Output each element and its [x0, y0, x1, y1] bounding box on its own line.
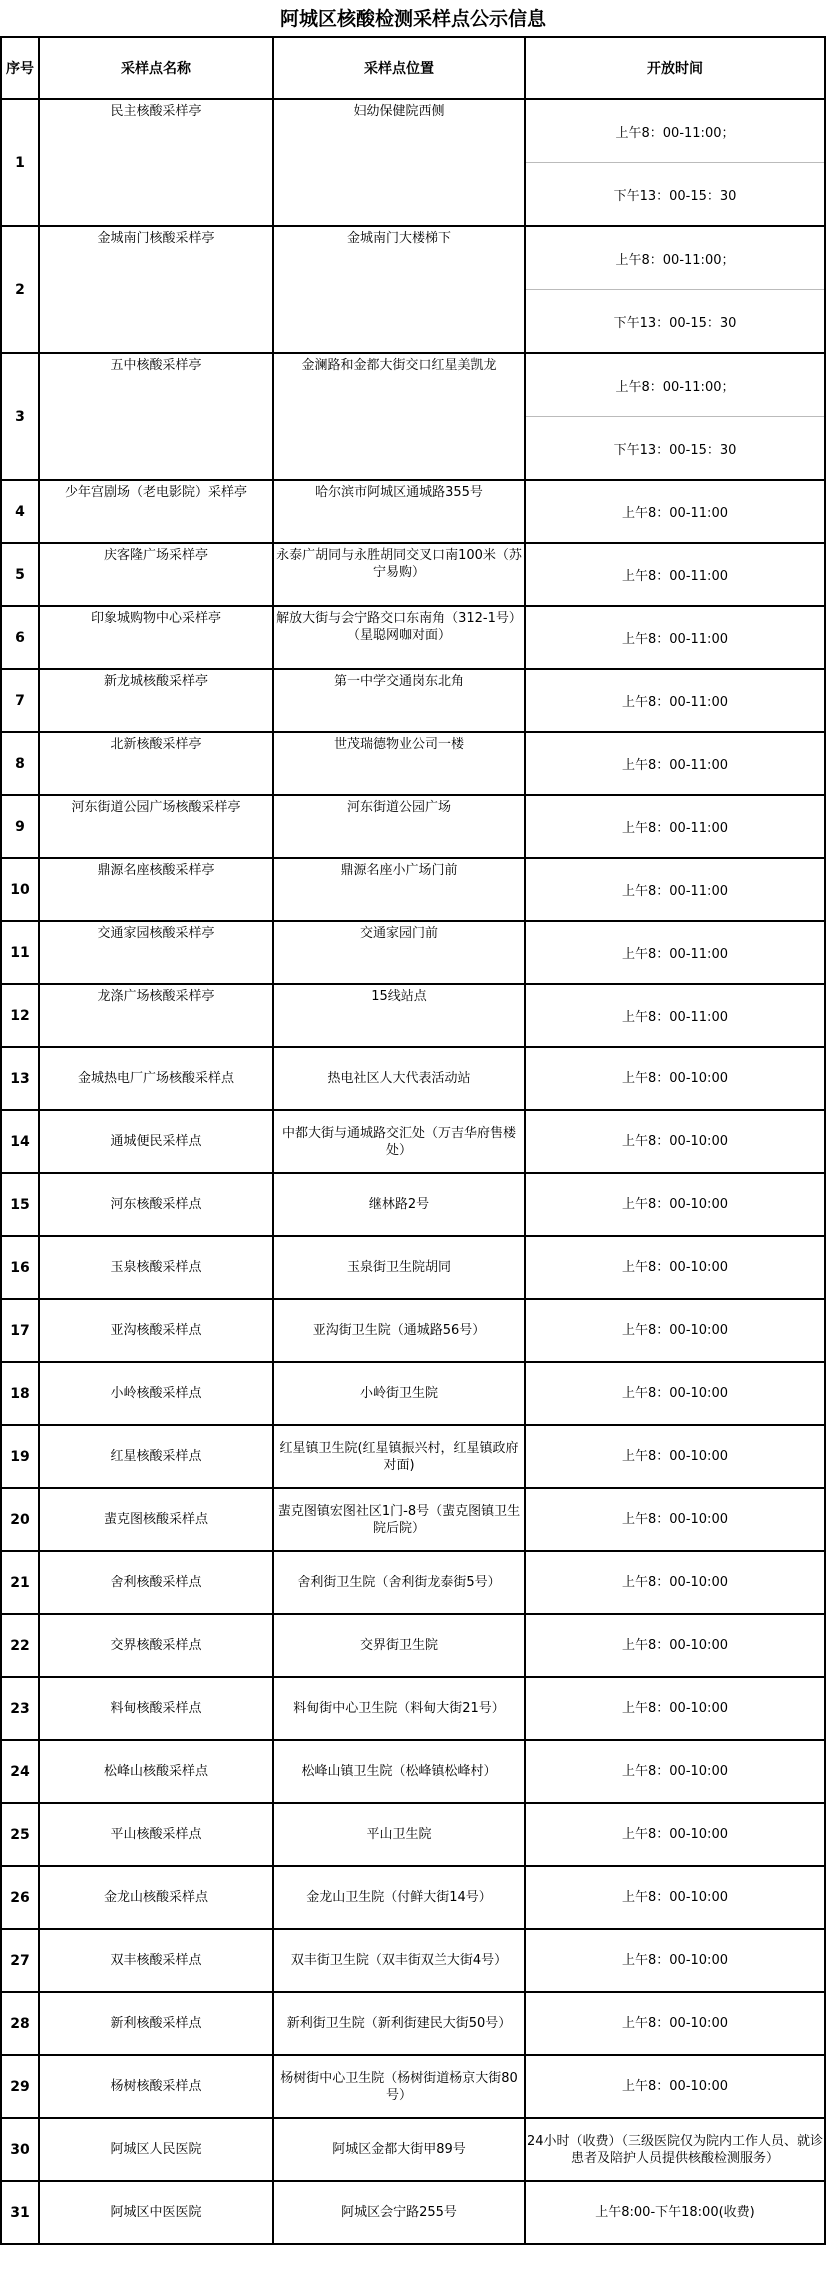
open-hours: 上午8：00-10:00: [525, 1299, 825, 1362]
site-location: 料甸街中心卫生院（料甸大街21号）: [273, 1677, 525, 1740]
table-row: [1, 1740, 825, 1803]
site-location: 中都大街与通城路交汇处（万吉华府售楼处）: [273, 1110, 525, 1173]
site-name: 蜚克图核酸采样点: [39, 1488, 273, 1551]
site-name: 阿城区人民医院: [39, 2118, 273, 2181]
site-location: 永泰广胡同与永胜胡同交叉口南100米（苏宁易购）: [273, 543, 525, 606]
table-row: [1, 543, 825, 606]
site-location: 热电社区人大代表活动站: [273, 1047, 525, 1110]
row-index: 17: [1, 1299, 39, 1362]
open-hours: 上午8：00-11:00: [525, 543, 825, 606]
site-location: 第一中学交通岗东北角: [273, 669, 525, 732]
table-row: [1, 2118, 825, 2181]
site-name: 新利核酸采样点: [39, 1992, 273, 2055]
site-location: 交通家园门前: [273, 921, 525, 984]
site-location: 松峰山镇卫生院（松峰镇松峰村）: [273, 1740, 525, 1803]
row-index: 4: [1, 480, 39, 543]
table-row: [1, 1173, 825, 1236]
open-hours-morning: 上午8：00-11:00；: [525, 226, 825, 290]
site-location: 小岭街卫生院: [273, 1362, 525, 1425]
row-index: 20: [1, 1488, 39, 1551]
open-hours-afternoon: 下午13：00-15：30: [525, 417, 825, 481]
open-hours: 上午8:00-下午18:00(收费): [525, 2181, 825, 2244]
site-name: 阿城区中医医院: [39, 2181, 273, 2244]
site-location: 平山卫生院: [273, 1803, 525, 1866]
open-hours: 上午8：00-11:00: [525, 480, 825, 543]
sampling-sites-table: [0, 36, 826, 2245]
table-row: [1, 1236, 825, 1299]
site-name: 北新核酸采样亭: [39, 732, 273, 795]
site-location: 金澜路和金都大街交口红星美凯龙: [273, 353, 525, 480]
row-index: 2: [1, 226, 39, 353]
row-index: 6: [1, 606, 39, 669]
open-hours: 上午8：00-11:00: [525, 795, 825, 858]
site-location: 舍利街卫生院（舍利街龙泰街5号）: [273, 1551, 525, 1614]
row-index: 12: [1, 984, 39, 1047]
site-location: 交界街卫生院: [273, 1614, 525, 1677]
site-location: 阿城区金都大街甲89号: [273, 2118, 525, 2181]
open-hours: 24小时（收费）（三级医院仅为院内工作人员、就诊患者及陪护人员提供核酸检测服务）: [525, 2118, 825, 2181]
row-index: 29: [1, 2055, 39, 2118]
row-index: 14: [1, 1110, 39, 1173]
table-row: [1, 1866, 825, 1929]
row-index: 8: [1, 732, 39, 795]
site-name: 杨树核酸采样点: [39, 2055, 273, 2118]
table-row: [1, 1992, 825, 2055]
site-name: 金城南门核酸采样亭: [39, 226, 273, 353]
table-row: [1, 732, 825, 795]
site-name: 舍利核酸采样点: [39, 1551, 273, 1614]
table-row: [1, 480, 825, 543]
row-index: 30: [1, 2118, 39, 2181]
header-open-hours: 开放时间: [525, 37, 825, 99]
table-row: [1, 1110, 825, 1173]
row-index: 1: [1, 99, 39, 226]
row-index: 19: [1, 1425, 39, 1488]
site-location: 解放大街与会宁路交口东南角（312-1号）（星聪网咖对面）: [273, 606, 525, 669]
open-hours: 上午8：00-10:00: [525, 1488, 825, 1551]
site-name: 金龙山核酸采样点: [39, 1866, 273, 1929]
open-hours: 上午8：00-11:00: [525, 606, 825, 669]
open-hours-afternoon: 下午13：00-15：30: [525, 290, 825, 354]
site-name: 松峰山核酸采样点: [39, 1740, 273, 1803]
site-location: 亚沟街卫生院（通城路56号）: [273, 1299, 525, 1362]
row-index: 11: [1, 921, 39, 984]
table-row: [1, 99, 825, 163]
site-location: 金龙山卫生院（付鲜大街14号）: [273, 1866, 525, 1929]
site-location: 河东街道公园广场: [273, 795, 525, 858]
site-name: 印象城购物中心采样亭: [39, 606, 273, 669]
table-row: [1, 1425, 825, 1488]
site-name: 鼎源名座核酸采样亭: [39, 858, 273, 921]
open-hours-morning: 上午8：00-11:00；: [525, 99, 825, 163]
site-location: 玉泉街卫生院胡同: [273, 1236, 525, 1299]
site-name: 料甸核酸采样点: [39, 1677, 273, 1740]
table-row: [1, 669, 825, 732]
site-name: 金城热电厂广场核酸采样点: [39, 1047, 273, 1110]
header-site-location: 采样点位置: [273, 37, 525, 99]
table-row: [1, 1803, 825, 1866]
open-hours: 上午8：00-10:00: [525, 1551, 825, 1614]
open-hours: 上午8：00-10:00: [525, 2055, 825, 2118]
row-index: 9: [1, 795, 39, 858]
table-row: [1, 1551, 825, 1614]
page-title: 阿城区核酸检测采样点公示信息: [279, 8, 546, 30]
site-location: 妇幼保健院西侧: [273, 99, 525, 226]
table-row: [1, 795, 825, 858]
open-hours: 上午8：00-10:00: [525, 1047, 825, 1110]
table-row: [1, 226, 825, 290]
row-index: 15: [1, 1173, 39, 1236]
site-location: 阿城区会宁路255号: [273, 2181, 525, 2244]
site-name: 亚沟核酸采样点: [39, 1299, 273, 1362]
site-name: 交通家园核酸采样亭: [39, 921, 273, 984]
row-index: 10: [1, 858, 39, 921]
header-index: 序号: [1, 37, 39, 99]
table-row: [1, 1677, 825, 1740]
header-row: [1, 37, 825, 99]
site-location: 哈尔滨市阿城区通城路355号: [273, 480, 525, 543]
open-hours: 上午8：00-10:00: [525, 1614, 825, 1677]
row-index: 5: [1, 543, 39, 606]
site-name: 河东街道公园广场核酸采样亭: [39, 795, 273, 858]
site-location: 继林路2号: [273, 1173, 525, 1236]
row-index: 24: [1, 1740, 39, 1803]
row-index: 25: [1, 1803, 39, 1866]
open-hours: 上午8：00-11:00: [525, 732, 825, 795]
site-location: 世茂瑞德物业公司一楼: [273, 732, 525, 795]
open-hours: 上午8：00-11:00: [525, 921, 825, 984]
site-name: 龙涤广场核酸采样亭: [39, 984, 273, 1047]
site-name: 平山核酸采样点: [39, 1803, 273, 1866]
site-name: 通城便民采样点: [39, 1110, 273, 1173]
open-hours: 上午8：00-11:00: [525, 984, 825, 1047]
open-hours: 上午8：00-10:00: [525, 1425, 825, 1488]
open-hours: 上午8：00-10:00: [525, 1173, 825, 1236]
site-name: 民主核酸采样亭: [39, 99, 273, 226]
open-hours: 上午8：00-10:00: [525, 1236, 825, 1299]
row-index: 22: [1, 1614, 39, 1677]
row-index: 16: [1, 1236, 39, 1299]
site-name: 玉泉核酸采样点: [39, 1236, 273, 1299]
table-row: [1, 921, 825, 984]
site-location: 红星镇卫生院(红星镇振兴村，红星镇政府对面): [273, 1425, 525, 1488]
open-hours: 上午8：00-10:00: [525, 1740, 825, 1803]
site-name: 双丰核酸采样点: [39, 1929, 273, 1992]
site-location: 蜚克图镇宏图社区1门-8号（蜚克图镇卫生院后院）: [273, 1488, 525, 1551]
site-location: 金城南门大楼梯下: [273, 226, 525, 353]
row-index: 3: [1, 353, 39, 480]
row-index: 21: [1, 1551, 39, 1614]
site-location: 15线站点: [273, 984, 525, 1047]
site-name: 交界核酸采样点: [39, 1614, 273, 1677]
open-hours: 上午8：00-10:00: [525, 1110, 825, 1173]
open-hours: 上午8：00-11:00: [525, 858, 825, 921]
table-row: [1, 2055, 825, 2118]
open-hours: 上午8：00-11:00: [525, 669, 825, 732]
site-name: 河东核酸采样点: [39, 1173, 273, 1236]
open-hours: 上午8：00-10:00: [525, 1362, 825, 1425]
row-index: 31: [1, 2181, 39, 2244]
open-hours: 上午8：00-10:00: [525, 1677, 825, 1740]
header-site-name: 采样点名称: [39, 37, 273, 99]
table-row: [1, 1614, 825, 1677]
site-location: 双丰街卫生院（双丰街双兰大街4号）: [273, 1929, 525, 1992]
site-name: 红星核酸采样点: [39, 1425, 273, 1488]
row-index: 7: [1, 669, 39, 732]
table-row: [1, 353, 825, 417]
open-hours: 上午8：00-10:00: [525, 1803, 825, 1866]
site-location: 鼎源名座小广场门前: [273, 858, 525, 921]
site-name: 少年宫剧场（老电影院）采样亭: [39, 480, 273, 543]
row-index: 23: [1, 1677, 39, 1740]
table-row: [1, 2181, 825, 2244]
table-row: [1, 1488, 825, 1551]
table-row: [1, 858, 825, 921]
site-name: 新龙城核酸采样亭: [39, 669, 273, 732]
site-name: 庆客隆广场采样亭: [39, 543, 273, 606]
row-index: 27: [1, 1929, 39, 1992]
site-name: 五中核酸采样亭: [39, 353, 273, 480]
row-index: 26: [1, 1866, 39, 1929]
open-hours: 上午8：00-10:00: [525, 1992, 825, 2055]
site-location: 新利街卫生院（新利街建民大街50号）: [273, 1992, 525, 2055]
table-row: [1, 606, 825, 669]
site-location: 杨树街中心卫生院（杨树街道杨京大街80号）: [273, 2055, 525, 2118]
open-hours: 上午8：00-10:00: [525, 1866, 825, 1929]
table-row: [1, 1047, 825, 1110]
open-hours-afternoon: 下午13：00-15：30: [525, 163, 825, 227]
row-index: 28: [1, 1992, 39, 2055]
row-index: 13: [1, 1047, 39, 1110]
table-row: [1, 984, 825, 1047]
open-hours-morning: 上午8：00-11:00；: [525, 353, 825, 417]
open-hours: 上午8：00-10:00: [525, 1929, 825, 1992]
site-name: 小岭核酸采样点: [39, 1362, 273, 1425]
table-row: [1, 1362, 825, 1425]
table-row: [1, 1299, 825, 1362]
table-row: [1, 1929, 825, 1992]
row-index: 18: [1, 1362, 39, 1425]
